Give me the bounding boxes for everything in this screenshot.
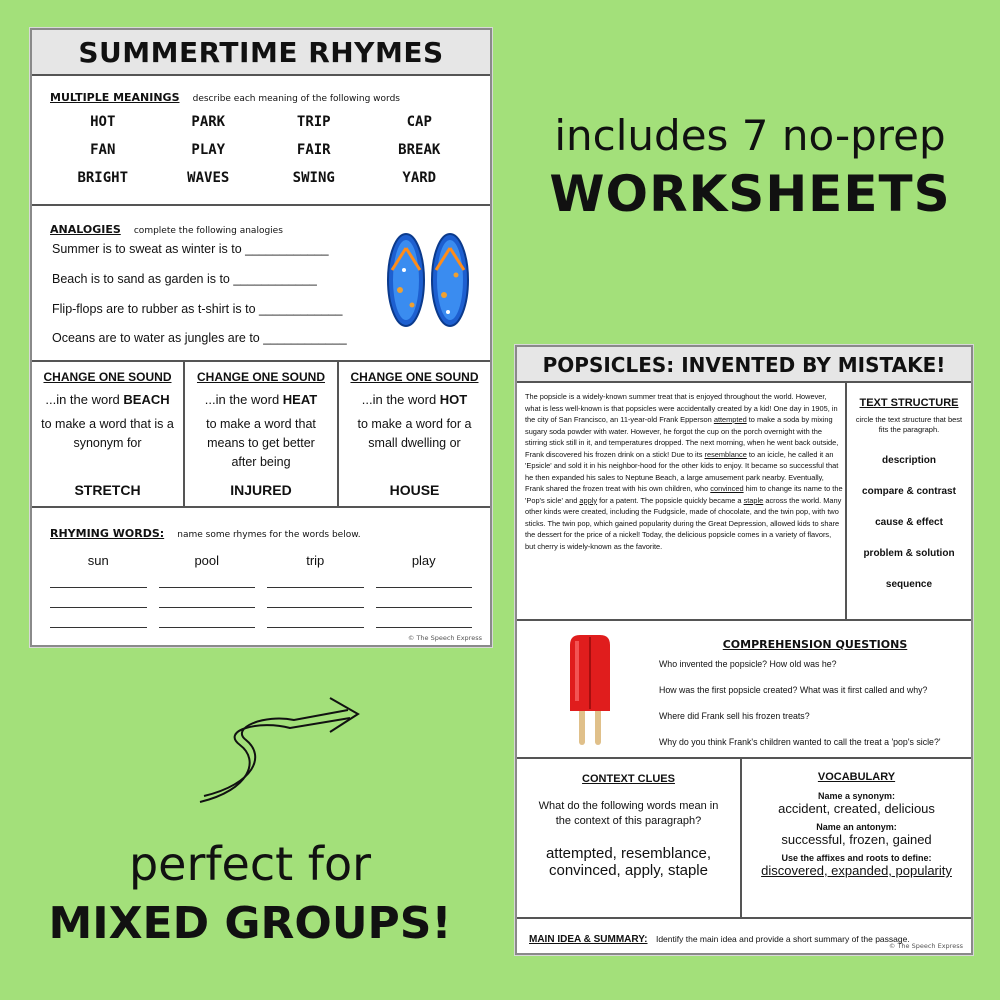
rhyme-word: trip — [306, 553, 325, 568]
section-header — [50, 218, 283, 237]
question-item: Where did Frank sell his frozen treats? — [659, 711, 810, 721]
card-answer-word: HOUSE — [389, 482, 440, 498]
rhyme-column — [50, 553, 147, 628]
word-item: FAN — [90, 142, 116, 158]
vocab-word: apply — [579, 495, 598, 505]
passage-text: across the world. Many other kinds were created, including the Fudgsicle, made of chocolate, and the twin pop, with two sticks. The twin pop, which gained popularity during the Great Depression, allowed kids to share the dessert for the price of a nickel! Today, the delicious popsicle comes in a variety of flavors, but cherry is widely-known as the favorite. — [525, 495, 842, 551]
text-structure-option: cause & effect — [875, 517, 943, 528]
headline-bottom-line1: perfect for — [128, 837, 372, 891]
word-item: TRIP — [296, 114, 331, 130]
rhyme-column — [376, 553, 473, 628]
section-instruction: Identify the main idea and provide a short summary of the passage. — [655, 934, 910, 944]
answer-line — [376, 568, 473, 588]
target-word: BEACH — [123, 392, 170, 407]
passage-text: for a patent. The popsicle quickly became a — [597, 495, 744, 505]
text-structure-box — [845, 383, 971, 619]
card-word-line — [185, 392, 337, 407]
section-header — [50, 522, 361, 541]
headline-bottom — [40, 835, 460, 955]
section-instruction: complete the following analogies — [133, 226, 283, 236]
section-instruction: circle the text structure that best fits the paragraph. — [855, 415, 963, 434]
card-description: to make a word that is a synonym for — [41, 417, 174, 450]
rhyme-word: sun — [87, 553, 109, 568]
word-item: FAIR — [296, 142, 331, 158]
question-item: How was the first popsicle created? What was it first called and why? — [659, 685, 928, 695]
card-word-line — [339, 392, 490, 407]
flip-flops-image — [382, 230, 474, 330]
question-item: Why do you think Frank's children wanted to call the treat a 'pop's sicle?' — [659, 737, 941, 747]
answer-line — [159, 568, 256, 588]
card-answer-word: INJURED — [230, 482, 292, 498]
passage-text: to an icicle, he called it an 'Epsicle' and sold it in his neighbor-hood for the other kids to enjoy. It became so successful that he then expanded his sales to Neptune Beach, a large amusement park nearby. Eventually, Frank shared the frozen treat with his own children, who — [525, 449, 839, 493]
copyright-notice: © The Speech Express — [888, 942, 963, 950]
word-item: SWING — [292, 170, 335, 186]
analogy-item: Oceans are to water as jungles are to ____________ — [52, 331, 347, 345]
passage-text: him to change its name to the 'Pop's sicle' and — [525, 484, 843, 505]
section-heading: MULTIPLE MEANINGS — [50, 91, 180, 104]
word-grid — [50, 114, 472, 186]
answer-line — [50, 608, 147, 628]
vocab-words: accident, created, delicious — [778, 801, 935, 816]
section-heading: VOCABULARY — [817, 771, 896, 783]
answer-line — [159, 588, 256, 608]
card-word-line — [32, 392, 183, 407]
answer-line — [159, 608, 256, 628]
word-item: HOT — [90, 114, 116, 130]
rhyme-word: play — [411, 553, 436, 568]
passage-text: The popsicle is a widely-known summer treat that is enjoyed throughout the world. However, what is less well-known is that popsicles were accidentally created by a kid! One day in 1905, in the city of San Francisco, an 11-year-old Frank Epperson — [525, 392, 838, 424]
card-heading: CHANGE ONE SOUND — [350, 370, 479, 384]
card-heading: CHANGE ONE SOUND — [196, 370, 325, 384]
analogy-item: Flip-flops are to rubber as t-shirt is to ____________ — [52, 302, 343, 316]
change-one-sound-section — [32, 362, 490, 508]
worksheet-summertime-rhymes — [30, 28, 492, 647]
section-heading: MAIN IDEA & SUMMARY: — [529, 934, 648, 945]
vocab-words: discovered, expanded, popularity — [761, 863, 952, 878]
card-description: to make a word that means to get better after being — [206, 417, 316, 469]
word-item: CAP — [406, 114, 432, 130]
vocab-word: attempted — [713, 415, 747, 424]
vocabulary-box — [742, 759, 971, 917]
card-heading: CHANGE ONE SOUND — [43, 370, 172, 384]
card-answer-word: STRETCH — [74, 482, 141, 498]
word-prefix: ...in the word — [361, 392, 440, 407]
word-item: BRIGHT — [77, 170, 129, 186]
section-header — [50, 86, 400, 105]
worksheet-title: SUMMERTIME RHYMES — [32, 30, 490, 76]
multiple-meanings-section — [32, 76, 490, 206]
section-heading: CONTEXT CLUES — [582, 773, 675, 785]
section-heading: TEXT STRUCTURE — [859, 397, 959, 409]
change-sound-card — [339, 362, 490, 506]
target-word: HOT — [439, 392, 468, 407]
main-idea-line — [529, 929, 910, 947]
card-description: to make a word for a small dwelling or — [357, 417, 472, 450]
vocab-word: resemblance — [704, 449, 747, 459]
analogy-item: Beach is to sand as garden is to ____________ — [52, 272, 317, 286]
reading-passage — [525, 391, 843, 552]
analogies-section — [32, 206, 490, 362]
section-instruction: name some rhymes for the words below. — [177, 530, 361, 540]
arrow-icon — [190, 690, 370, 810]
main-idea-section — [517, 919, 971, 953]
word-item: PARK — [191, 114, 226, 130]
vocab-label: Name an antonym: — [816, 822, 897, 832]
change-sound-card — [32, 362, 185, 506]
vocab-label: Name a synonym: — [817, 791, 896, 801]
vocab-label: Use the affixes and roots to define: — [781, 853, 932, 863]
text-structure-option: description — [882, 455, 936, 466]
change-sound-card — [185, 362, 339, 506]
word-item: PLAY — [191, 142, 226, 158]
text-structure-option: problem & solution — [863, 548, 955, 559]
context-vocab-section — [517, 759, 971, 919]
section-heading: COMPREHENSION QUESTIONS — [722, 638, 908, 651]
rhyme-word: pool — [194, 553, 220, 568]
section-heading: ANALOGIES — [50, 223, 121, 236]
popsicle-image — [565, 633, 615, 749]
worksheet-popsicles — [515, 345, 973, 955]
headline-top-line1: includes 7 no-prep — [554, 111, 946, 160]
word-item: YARD — [402, 170, 437, 186]
comprehension-heading-wrap — [659, 633, 971, 652]
headline-top-line2: WORKSHEETS — [549, 165, 951, 223]
rhyme-column — [159, 553, 256, 628]
answer-line — [50, 588, 147, 608]
copyright-notice: © The Speech Express — [407, 634, 482, 642]
context-words: attempted, resemblance, — [545, 845, 712, 862]
context-question: What do the following words mean in the context of this paragraph? — [538, 800, 719, 827]
vocab-word: staple — [743, 495, 764, 505]
headline-bottom-line2: MIXED GROUPS! — [48, 898, 452, 949]
section-heading: RHYMING WORDS: — [50, 527, 165, 540]
word-prefix: ...in the word — [204, 392, 283, 407]
headline-top — [520, 110, 980, 226]
analogy-item: Summer is to sweat as winter is to ____________ — [52, 242, 329, 256]
target-word: HEAT — [282, 392, 318, 407]
answer-line — [50, 568, 147, 588]
worksheet-title: POPSICLES: INVENTED BY MISTAKE! — [517, 347, 971, 383]
section-instruction: describe each meaning of the following words — [192, 94, 400, 104]
text-structure-option: sequence — [885, 579, 933, 590]
word-item: BREAK — [398, 142, 441, 158]
answer-line — [267, 588, 364, 608]
answer-line — [267, 608, 364, 628]
vocab-word: convinced — [710, 484, 744, 493]
rhyme-grid — [50, 553, 472, 628]
word-prefix: ...in the word — [45, 392, 124, 407]
word-item: WAVES — [187, 170, 230, 186]
text-structure-option: compare & contrast — [862, 486, 956, 497]
answer-line — [376, 608, 473, 628]
answer-line — [376, 588, 473, 608]
rhyming-words-section — [32, 508, 490, 645]
answer-line — [267, 568, 364, 588]
comprehension-section — [517, 619, 971, 759]
passage-text: to make a soda by mixing sugary soda powder with water. However, he forgot the cup on the porch overnight with the stirring stick still in it, and temperatures dropped. The next morning, when he went back outside, Frank discovered his frozen drink on a stick! Due to its — [525, 415, 839, 459]
context-clues-box — [517, 759, 742, 917]
question-item: Who invented the popsicle? How old was he? — [659, 659, 837, 669]
rhyme-column — [267, 553, 364, 628]
vocab-words: successful, frozen, gained — [781, 832, 932, 847]
context-words: convinced, apply, staple — [549, 862, 708, 879]
